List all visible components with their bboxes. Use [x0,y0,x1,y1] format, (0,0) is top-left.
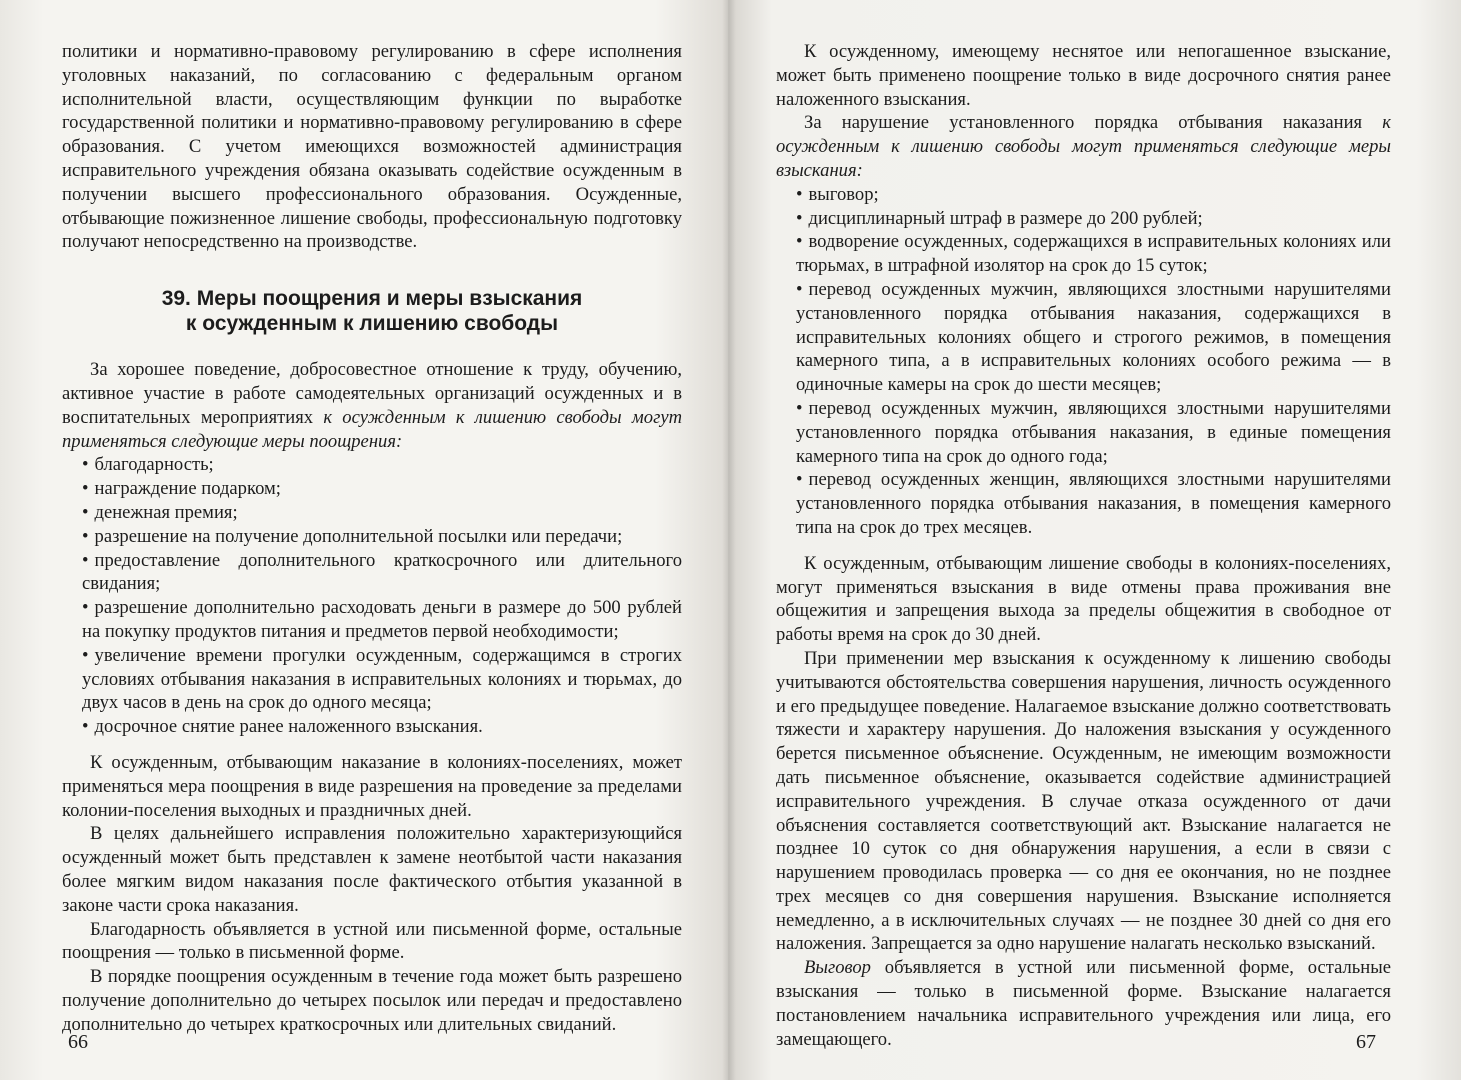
paragraph-italic-text: Выговор [804,957,871,979]
page-number: 66 [68,1031,88,1053]
paragraph: К осужденным, отбывающим наказание в колониях-поселениях, может применяться мера поощрения в виде разрешения на проведение за пределами колонии-поселения выходных и праздничных дней. [62,751,682,821]
paragraph-text: За хорошее поведение, добросовестное отношение к труду, обучению, активное участие в работе самодеятельных организаций осужденных и в воспитательных мероприятиях [62,359,682,428]
list-item: • благодарность; [62,453,682,477]
heading-line: к осужденным к лишению свободы [185,312,559,336]
heading-line: 39. Меры поощрения и меры взыскания [161,287,583,311]
left-page [0,0,728,1080]
list-item: • увеличение времени прогулки осужденным, содержащимся в строгих условиях отбывания наказания в исправительных колониях и тюрьмах, до двух часов в день на срок до одного месяца; [62,644,682,715]
paragraph-text: За нарушение установленного порядка отбывания наказания [804,112,1383,134]
list-item: • водворение осужденных, содержащихся в исправительных колониях или тюрьмах, в штрафной изолятор на срок до 15 суток; [776,230,1391,278]
left-text-column [62,40,682,1036]
paragraph [62,358,682,453]
list-item: • выговор; [776,183,1391,207]
list-item: • дисциплинарный штраф в размере до 200 рублей; [776,207,1391,231]
paragraph: В целях дальнейшего исправления положительно характеризующийся осужденный может быть представлен к замене неотбытой части наказания более мягким видом наказания после фактического отбытия указанной в законе части срока наказания. [62,823,682,916]
paragraph: политики и нормативно-правовому регулированию в сфере исполнения уголовных наказаний, по согласованию с федеральным органом исполнительной власти, осуществляющим функции по выработке государственной политики и нормативно-правовому регулированию в сфере образования. С учетом имеющихся возможностей администрация исправительного учреждения обязана оказывать содействие осужденным в получении высшего профессионального образования. Осужденные, отбывающие пожизненное лишение свободы, профессиональную подготовку получают непосредственно на производстве. [62,41,682,253]
paragraph [776,111,1391,182]
list-item: • перевод осужденных мужчин, являющихся злостными нарушителями установленного порядка отбывания наказания, содержащихся в исправительных колониях общего и строгого режимов, в помещения камерного типа, а в исправительных колониях особого режима — в одиночные камеры на срок до шести месяцев; [776,278,1391,397]
list-item: • разрешение дополнительно расходовать деньги в размере до 500 рублей на покупку продуктов питания и предметов первой необходимости; [62,596,682,644]
paragraph-italic-text: к осужденным к лишению свободы могут применяться следующие меры поощрения: [62,406,682,452]
list-item: • перевод осужденных мужчин, являющихся злостными нарушителями установленного порядка отбывания наказания, в единые помещения камерного типа на срок до одного года; [776,397,1391,468]
paragraph [776,956,1391,1051]
paragraph: Благодарность объявляется в устной или письменной форме, остальные поощрения — только в письменной форме. [62,918,682,964]
list-item: • перевод осужденных женщин, являющихся злостными нарушителями установленного порядка отбывания наказания, в помещения камерного типа на срок до трех месяцев. [776,468,1391,539]
section-heading [62,286,682,336]
paragraph: К осужденным, отбывающим лишение свободы в колониях-поселениях, могут применяться взыскания в виде отмены права проживания вне общежития и запрещения выхода за пределы общежития в свободное от работы время на срок до 30 дней. [776,552,1391,646]
right-page [728,0,1461,1080]
list-item: • награждение подарком; [62,477,682,501]
book-gutter [722,0,736,1080]
paragraph: В порядке поощрения осужденным в течение года может быть разрешено получение дополнительно до четырех посылок или передач и предоставлено дополнительно до четырех краткосрочных или длительных свиданий. [62,966,682,1035]
paragraph-text: объявляется в устной или письменной форме, остальные взыскания — только в письменной форме. Взыскание налагается постановлением начальника исправительного учреждения или лица, его замещающего. [776,957,1391,1050]
paragraph: К осужденному, имеющему неснятое или непогашенное взыскание, может быть применено поощрение только в виде досрочного снятия ранее наложенного взыскания. [776,41,1391,110]
list-item: • денежная премия; [62,501,682,525]
page-number: 67 [1356,1031,1376,1053]
list-item: • разрешение на получение дополнительной посылки или передачи; [62,525,682,549]
list-item: • предоставление дополнительного краткосрочного или длительного свидания; [62,549,682,597]
list-item: • досрочное снятие ранее наложенного взыскания. [62,715,682,739]
paragraph: При применении мер взыскания к осужденному к лишению свободы учитываются обстоятельства совершения нарушения, личность осужденного и его предыдущее поведение. Налагаемое взыскание должно соответствовать тяжести и характеру нарушения. До наложения взыскания у осужденного берется письменное объяснение. Осужденным, не имеющим возможности дать письменное объяснение, оказывается содействие администрацией исправительного учреждения. В случае отказа осужденного от дачи объяснения составляется соответствующий акт. Взыскание налагается не позднее 10 суток со дня обнаружения нарушения, а если в связи с нарушением проводилась проверка — со дня ее окончания, но не позднее трех месяцев со дня совершения нарушения. Взыскание исполняется немедленно, а в исключительных случаях — не позднее 30 дней со дня его наложения. Запрещается за одно нарушение налагать несколько взысканий. [776,647,1391,955]
right-text-column [776,40,1391,1051]
paragraph-italic-text: к осужденным к лишению свободы могут применяться следующие меры взыскания: [776,112,1391,181]
